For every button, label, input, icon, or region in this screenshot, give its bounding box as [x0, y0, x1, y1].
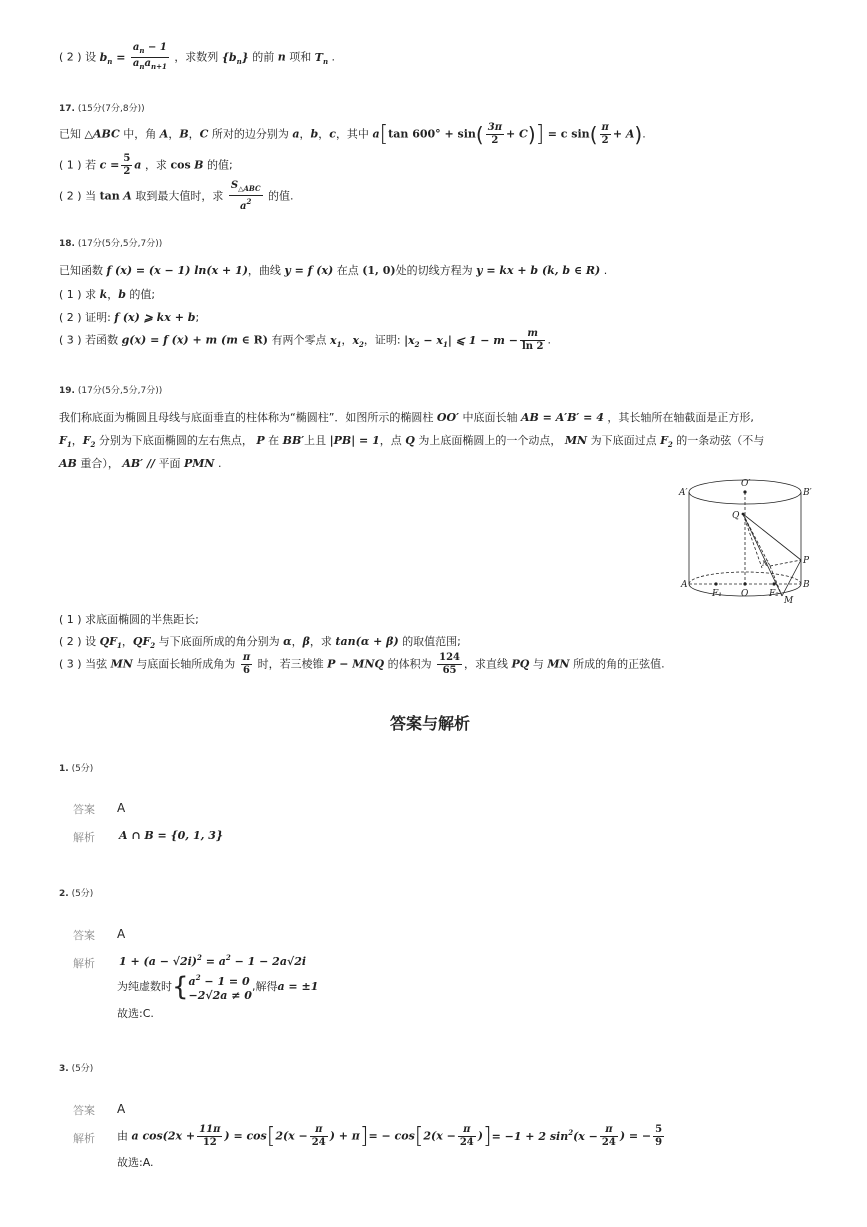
label-n: N: [762, 560, 769, 568]
q19-line2: $F_1$，$F_2$ 分别为下底面椭圆的左右焦点， P 在 BB′上且 |PB| = 1，点 Q 为上底面椭圆上的一个动点， MN 为下底面过点 $F_2$ 的一条动弦（不与: [59, 434, 765, 449]
q17-part1: ( 1 ) 若 c = $\frac{5}{2}$ a ，求 cos B 的值;: [59, 153, 233, 177]
answers-title: 答案与解析: [390, 714, 471, 733]
a3-answer: A: [117, 1102, 126, 1116]
a3-explain-line1: 由 a cos(2x + $\frac{11\pi}{12}$ ) = cos[2(x − $\frac{\pi}{24}$ ) + π]= − cos[2(x − $\frac{\pi}{24}$ )]= −1 + 2 $\sin^2(x$ − $\frac{\pi}{24}$ ) = − $\frac{5}{9}$: [117, 1124, 663, 1149]
elliptic-cylinder-figure: [678, 474, 818, 609]
a1-answer-label: 答案: [73, 803, 95, 816]
q18-part3: ( 3 ) 若函数 g(x) = f (x) + m (m ∈ R) 有两个零点 $x_1$，$x_2$，证明: $|x_2 - x_1|$ ⩽ 1 − m − $\frac{m}{\ln 2}$ .: [59, 328, 551, 352]
a2-explain-line3: 故选:C.: [117, 1007, 154, 1020]
q19-header: 19. (17分(5分,5分,7分)): [59, 386, 163, 396]
label-p: P: [803, 556, 810, 566]
label-q: Q: [732, 511, 740, 521]
label-f2: F₂: [769, 589, 779, 599]
a2-explain-line1: $1 + (a - √2i)^2 = a^2 - 1 - 2a√2i$: [119, 953, 307, 968]
q19-line3: AB 重合）， AB′ // 平面 PMN .: [59, 457, 222, 470]
a2-explain-line2: 为纯虚数时{$a^2 - 1 = 0$ −2√2a ≠ 0,解得a = ±1: [117, 972, 319, 1002]
a3-explain-label: 解析: [73, 1132, 95, 1145]
a3-answer-label: 答案: [73, 1104, 95, 1117]
q19-part3: ( 3 ) 当弦 MN 与底面长轴所成角为 $\frac{\pi}{6}$ 时，若三棱锥 P − MNQ 的体积为 $\frac{124}{65}$ ，求直线 PQ 与 MN 所成的角的正弦值.: [59, 652, 665, 676]
a3-explain-line2: 故选:A.: [117, 1156, 154, 1169]
label-f1: F₁: [712, 589, 722, 599]
a2-answer-label: 答案: [73, 929, 95, 942]
q17-header: 17. (15分(7分,8分)): [59, 104, 145, 114]
label-b: B: [803, 580, 810, 590]
a1-answer: A: [117, 801, 126, 815]
label-a: A: [681, 580, 688, 590]
label-a-prime: A′: [679, 488, 688, 498]
a1-explain: A ∩ B = {0, 1, 3}: [119, 829, 224, 842]
q18-part2: ( 2 ) 证明: f (x) ⩾ kx + b;: [59, 311, 200, 324]
label-o-prime: O′: [741, 479, 751, 489]
q19-part1: ( 1 ) 求底面椭圆的半焦距长;: [59, 613, 199, 626]
label-b-prime: B′: [803, 488, 812, 498]
label-m: M: [784, 596, 794, 606]
label-o: O: [741, 589, 749, 599]
a1-explain-label: 解析: [73, 831, 95, 844]
q18-stem: 已知函数 f (x) = (x − 1) ln(x + 1)，曲线 y = f (x) 在点 (1, 0)处的切线方程为 y = kx + b (k, b ∈ R) .: [59, 264, 608, 277]
q18-part1: ( 1 ) 求 k，b 的值;: [59, 288, 156, 301]
q18-header: 18. (17分(5分,5分,7分)): [59, 239, 163, 249]
a2-explain-label: 解析: [73, 957, 95, 970]
a2-header: 2. (5分): [59, 889, 94, 899]
a1-header: 1. (5分): [59, 764, 94, 774]
q19-part2: ( 2 ) 设 $QF_1$，$QF_2$ 与下底面所成的角分别为 α，β，求 tan(α + β) 的取值范围;: [59, 635, 461, 650]
q16-part2: ( 2 ) 设 $b_n$ = $\frac{a_n - 1}{a_na_{n+1}}$ ，求数列 $\{b_n\}$ 的前 n 项和 $T_n$ .: [59, 42, 336, 71]
q19-line1: 我们称底面为椭圆且母线与底面垂直的柱体称为“椭圆柱”．如图所示的椭圆柱 OO′ 中底面长轴 AB = A′B′ = 4 ，其长轴所在轴截面是正方形,: [59, 411, 754, 424]
q17-part2: ( 2 ) 当 tan A 取到最大值时，求 $\frac{S_{\triangle ABC}}{a^2}$ 的值.: [59, 180, 294, 212]
a3-header: 3. (5分): [59, 1064, 94, 1074]
a2-answer: A: [117, 927, 126, 941]
q17-stem: 已知 △ABC 中，角 A，B，C 所对的边分别为 a，b，c，其中 a[tan 600° + sin( $\frac{3\pi}{2}$ + C)] = c sin( $\frac{\pi}{2}$ + A).: [59, 122, 646, 147]
